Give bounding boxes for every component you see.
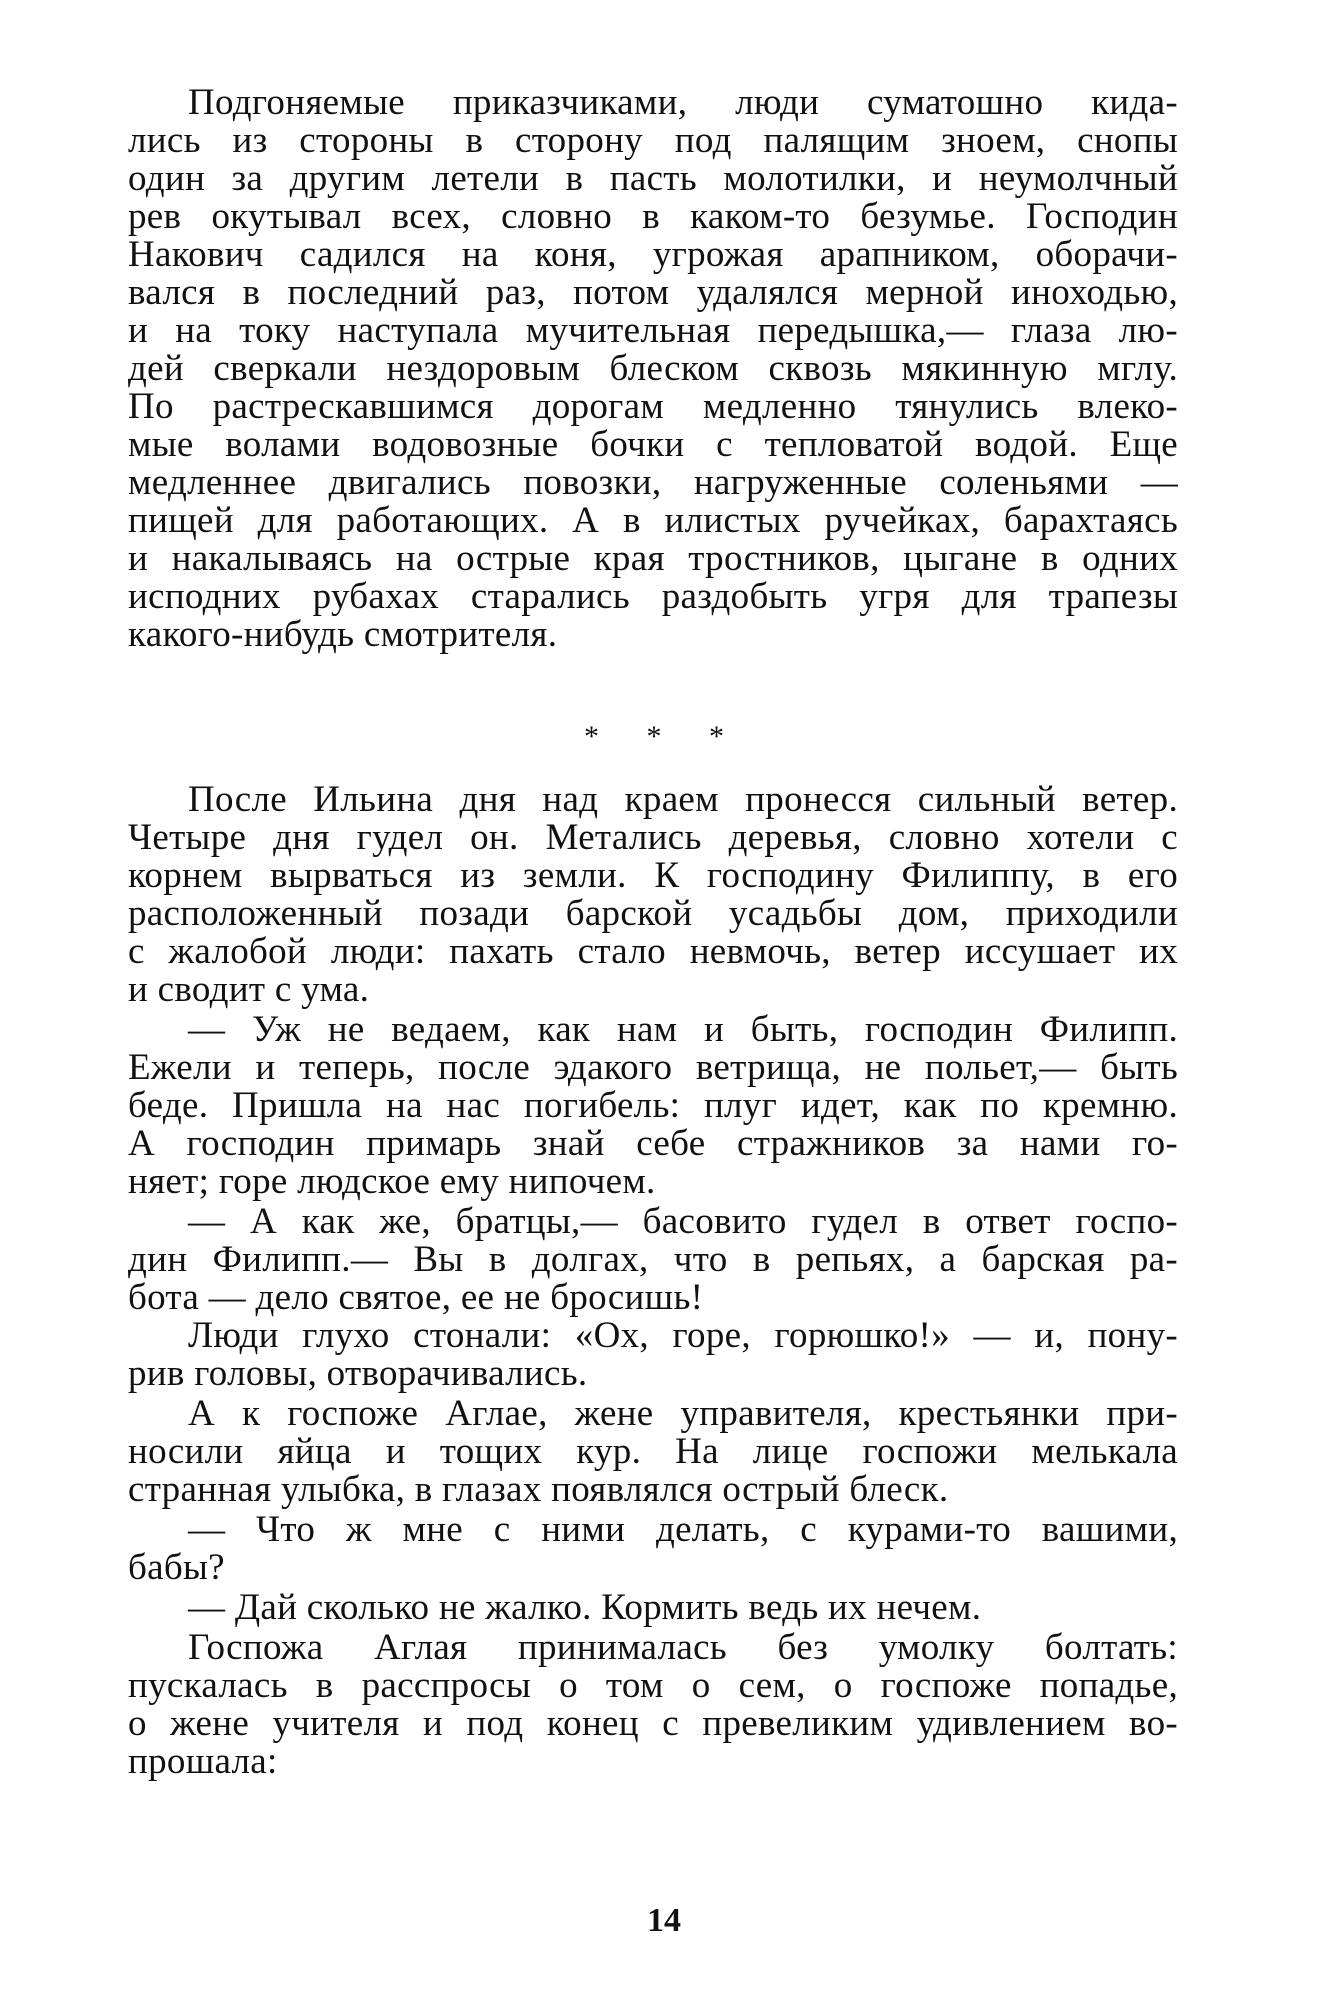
text-line: Накович садился на коня, угрожая арапником, оборачи- bbox=[128, 234, 1178, 275]
text-line: беде. Пришла на нас погибель: плуг идет, как по кремню. bbox=[128, 1085, 1178, 1126]
text-line: какого-нибудь смотрителя. bbox=[128, 614, 558, 655]
text-line: пускалась в расспросы о том о сем, о госпоже попадье, bbox=[128, 1665, 1178, 1706]
text-line: корнем вырваться из земли. К господину Филиппу, в его bbox=[128, 855, 1178, 896]
text-line: — Что ж мне с ними делать, с курами-то вашими, bbox=[188, 1509, 1178, 1550]
text-line: прошала: bbox=[128, 1741, 278, 1782]
page-number: 14 bbox=[647, 1902, 681, 1939]
text-line: Четыре дня гудел он. Метались деревья, словно хотели с bbox=[128, 817, 1178, 858]
text-line: о жене учителя и под конец с превеликим удивлением во- bbox=[128, 1703, 1178, 1744]
text-line: Ежели и теперь, после эдакого ветрища, не польет,— быть bbox=[128, 1047, 1178, 1088]
text-line: и на току наступала мучительная передышка,— глаза лю- bbox=[128, 310, 1178, 351]
text-line: носили яйца и тощих кур. На лице госпожи мелькала bbox=[128, 1431, 1178, 1472]
text-line: Подгоняемые приказчиками, люди суматошно кида- bbox=[188, 82, 1178, 123]
text-line: с жалобой люди: пахать стало невмочь, ветер иссушает их bbox=[128, 931, 1178, 972]
text-line: дей сверкали нездоровым блеском сквозь мякинную мглу. bbox=[128, 348, 1178, 389]
text-line: После Ильина дня над краем пронесся сильный ветер. bbox=[188, 779, 1178, 820]
text-line: медленнее двигались повозки, нагруженные соленьями — bbox=[128, 462, 1178, 503]
text-line: рев окутывал всех, словно в каком-то безумье. Господин bbox=[128, 196, 1178, 237]
text-line: и накалываясь на острые края тростников, цыгане в одних bbox=[128, 538, 1178, 579]
text-line: Госпожа Аглая принималась без умолку болтать: bbox=[188, 1627, 1178, 1668]
section-separator: * * * bbox=[584, 720, 744, 753]
text-line: странная улыбка, в глазах появлялся острый блеск. bbox=[128, 1469, 949, 1510]
text-line: дин Филипп.— Вы в долгах, что в репьях, а барская ра- bbox=[128, 1239, 1178, 1280]
text-line: исподних рубахах старались раздобыть угря для трапезы bbox=[128, 576, 1178, 617]
text-line: А господин примарь знай себе стражников за нами го- bbox=[128, 1123, 1178, 1164]
text-line: один за другим летели в пасть молотилки, и неумолчный bbox=[128, 158, 1178, 199]
text-line: рив головы, отворачивались. bbox=[128, 1353, 588, 1394]
text-line: и сводит с ума. bbox=[128, 969, 370, 1010]
text-line: пищей для работающих. А в илистых ручейках, барахтаясь bbox=[128, 500, 1178, 541]
text-line: мые волами водовозные бочки с тепловатой водой. Еще bbox=[128, 424, 1178, 465]
text-line: — Дай сколько не жалко. Кормить ведь их нечем. bbox=[188, 1587, 982, 1628]
text-line: Люди глухо стонали: «Ох, горе, горюшко!» — и, пону- bbox=[188, 1315, 1178, 1356]
text-line: бота — дело святое, ее не бросишь! bbox=[128, 1277, 704, 1318]
text-line: лись из стороны в сторону под палящим зноем, снопы bbox=[128, 120, 1178, 161]
text-line: — А как же, братцы,— басовито гудел в ответ госпо- bbox=[188, 1201, 1178, 1242]
text-line: бабы? bbox=[128, 1547, 225, 1588]
text-line: По растрескавшимся дорогам медленно тянулись влеко- bbox=[128, 386, 1178, 427]
text-line: няет; горе людское ему нипочем. bbox=[128, 1161, 656, 1202]
text-line: А к госпоже Аглае, жене управителя, крестьянки при- bbox=[188, 1393, 1178, 1434]
text-line: расположенный позади барской усадьбы дом, приходили bbox=[128, 893, 1178, 934]
text-line: вался в последний раз, потом удалялся мерной иноходью, bbox=[128, 272, 1178, 313]
text-line: — Уж не ведаем, как нам и быть, господин Филипп. bbox=[188, 1009, 1178, 1050]
